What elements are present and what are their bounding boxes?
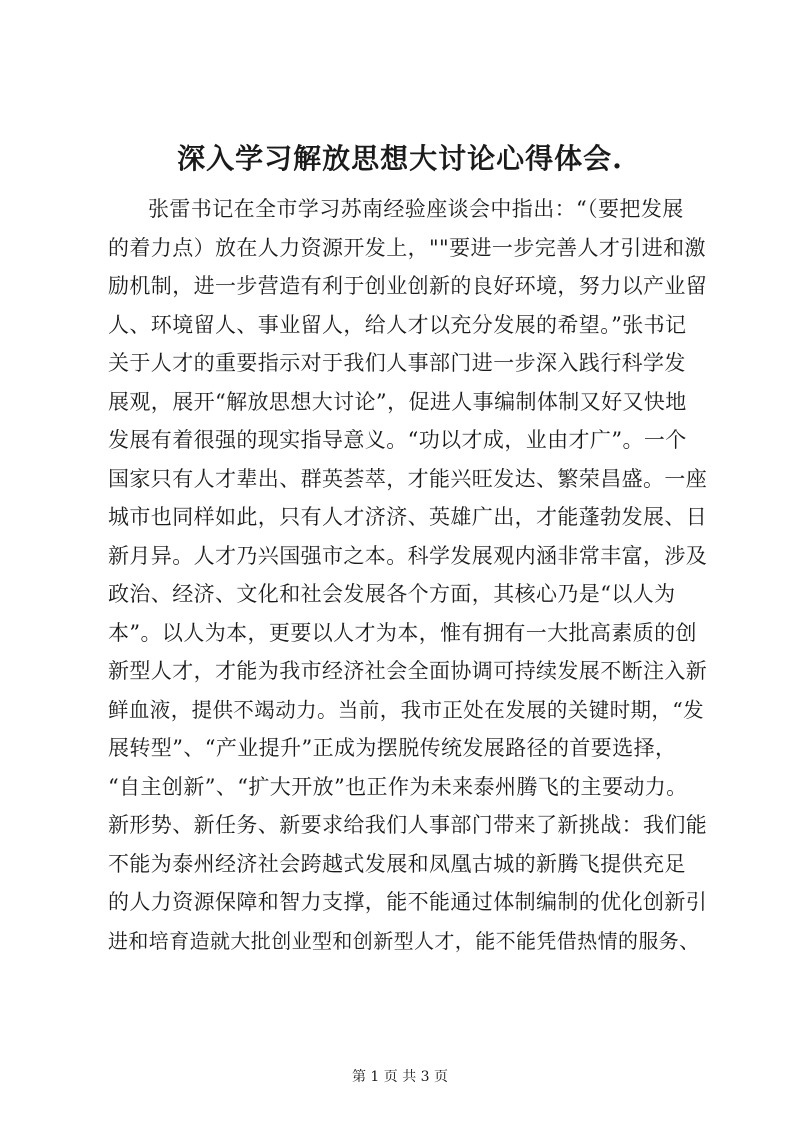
text-line: 城市也同样如此，只有人才济济、英雄广出，才能蓬勃发展、日 <box>108 505 708 529</box>
text-line: 新形势、新任务、新要求给我们人事部门带来了新挑战：我们能 <box>108 813 708 837</box>
text-line: 关于人才的重要指示对于我们人事部门进一步深入践行科学发 <box>108 351 686 375</box>
text-line: “自主创新”、“扩大开放”也正作为未来泰州腾飞的主要动力。 <box>108 774 688 799</box>
document-title: 深入学习解放思想大讨论心得体会. <box>177 142 623 175</box>
text-line: 的人力资源保障和智力支撑，能不能通过体制编制的优化创新引 <box>108 890 708 914</box>
text-line: 不能为泰州经济社会跨越式发展和凤凰古城的新腾飞提供充足 <box>108 851 686 876</box>
text-line: 新月异。人才乃兴国强市之本。科学发展观内涵非常丰富，涉及 <box>108 543 708 568</box>
text-line: 新型人才，才能为我市经济社会全面协调可持续发展不断注入新 <box>108 659 708 683</box>
text-line: 人、环境留人、事业留人，给人才以充分发展的希望。”张书记 <box>108 312 687 337</box>
text-line: 发展有着很强的现实指导意义。“功以才成，业由才广”。一个 <box>108 428 687 452</box>
text-line: 鲜血液，提供不竭动力。当前，我市正处在发展的关键时期，“发 <box>108 697 705 722</box>
text-line: 的着力点）放在人力资源开发上，""要进一步完善人才引进和激 <box>108 235 706 260</box>
text-line: 张雷书记在全市学习苏南经验座谈会中指出：“（要把发展 <box>148 197 684 221</box>
text-line: 本”。以人为本，更要以人才为本，惟有拥有一大批高素质的创 <box>108 620 697 645</box>
text-line: 国家只有人才辈出、群英荟萃，才能兴旺发达、繁荣昌盛。一座 <box>108 466 708 491</box>
page-number-footer: 第 1 页 共 3 页 <box>351 1069 449 1085</box>
text-line: 政治、经济、文化和社会发展各个方面，其核心乃是“以人为 <box>108 582 676 606</box>
document-body <box>108 190 708 960</box>
text-line: 励机制，进一步营造有利于创业创新的良好环境，努力以产业留 <box>108 274 708 298</box>
text-line: 展观，展开“解放思想大讨论”，促进人事编制体制又好又快地 <box>108 389 687 414</box>
text-line: 进和培育造就大批创业型和创新型人才，能不能凭借热情的服务、 <box>108 928 700 953</box>
text-line: 展转型”、“产业提升”正成为摆脱传统发展路径的首要选择， <box>108 736 677 760</box>
